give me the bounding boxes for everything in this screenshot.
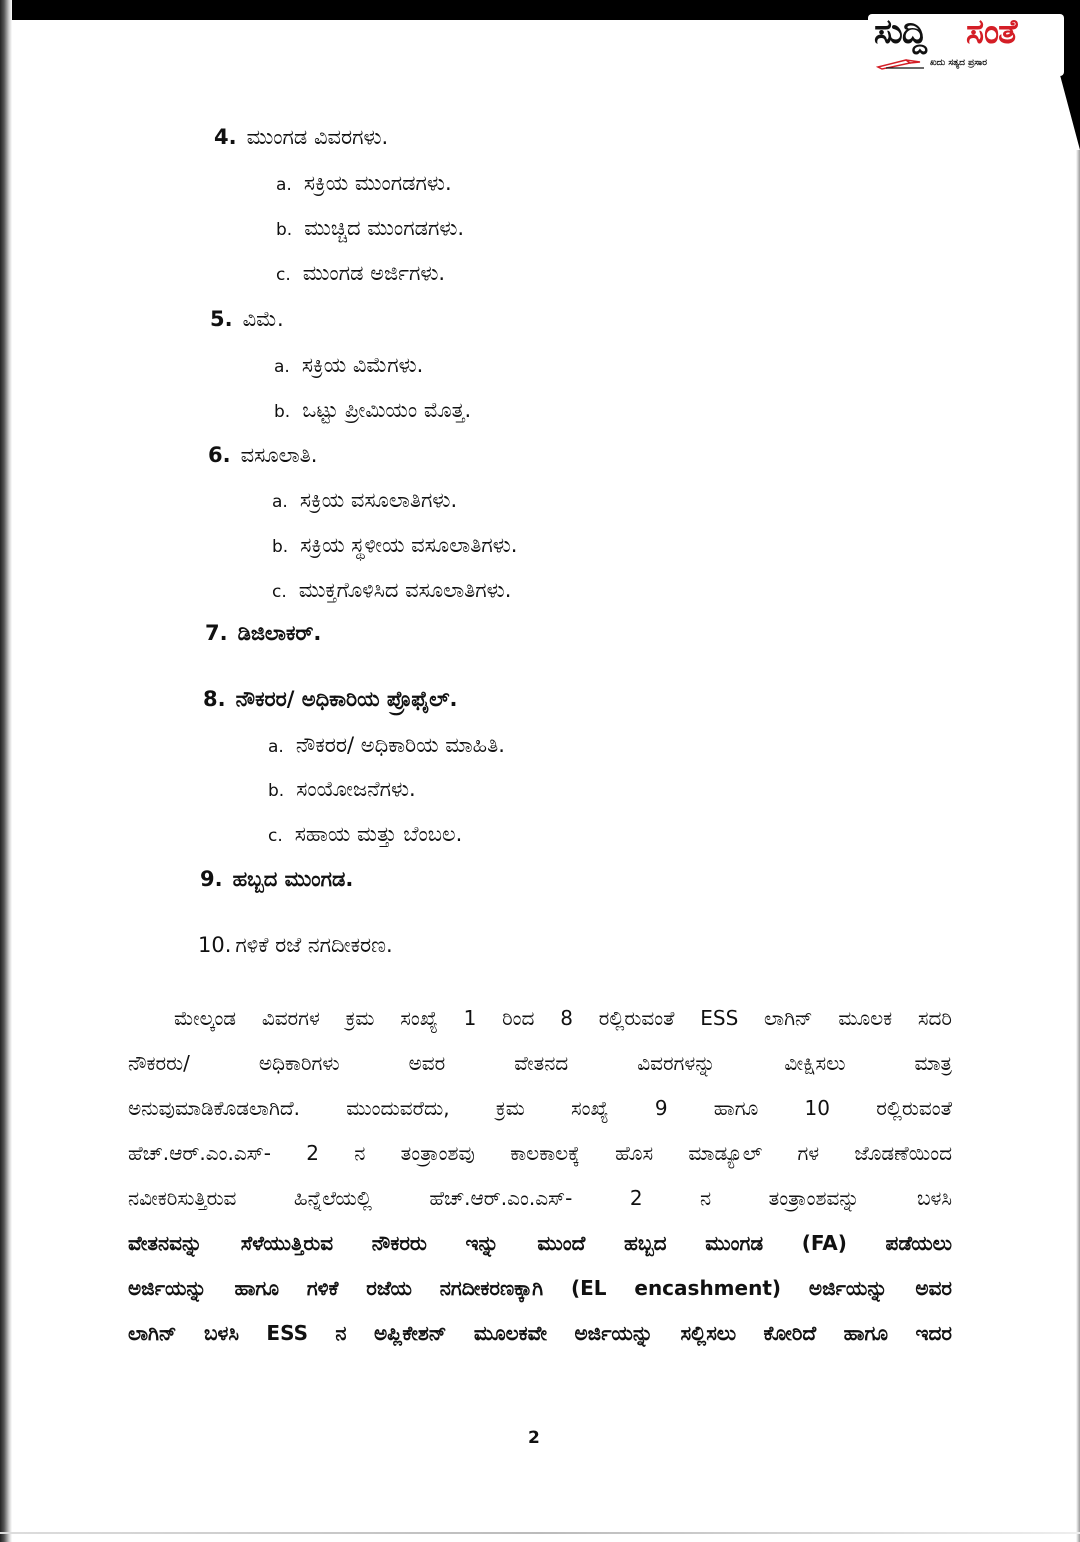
list-item-5	[210, 306, 284, 332]
sub-label: ನೌಕರರ/ ಅಧಿಕಾರಿಯ ಮಾಹಿತಿ.	[295, 733, 505, 757]
list-subitem-4c	[276, 260, 445, 288]
paragraph-line: ನವೀಕರಿಸುತ್ತಿರುವ ಹಿನ್ನೆಲೆಯಲ್ಲಿ ಹೆಚ್.ಆರ್.ಎಂ.ಎಸ್- 2 ನ ತಂತ್ರಾಂಶವನ್ನು ಬಳಸಿ	[128, 1186, 952, 1210]
scan-right-edge	[1076, 150, 1080, 1542]
list-subitem-6c	[272, 577, 511, 605]
sub-label: ಸಂಯೋಜನೆಗಳು.	[296, 777, 416, 801]
list-item-label: ಹಬ್ಬದ ಮುಂಗಡ.	[232, 867, 354, 891]
body-paragraph	[128, 996, 952, 1356]
logo-word-suddi: ಸುದ್ದಿ	[874, 12, 926, 52]
logo-tagline: ಖದು ಸತ್ಯದ ಪ್ರಸಾರ	[930, 58, 987, 68]
sub-letter: c.	[276, 265, 291, 285]
list-item-8	[203, 686, 458, 712]
sub-letter: a.	[274, 357, 290, 377]
sub-label: ಸಕ್ರಿಯ ವಿಮೆಗಳು.	[301, 353, 424, 377]
list-item-9	[200, 866, 353, 892]
paragraph-line: ಮೇಲ್ಕಂಡ ವಿವರಗಳ ಕ್ರಮ ಸಂಖ್ಯೆ 1 ರಿಂದ 8 ರಲ್ಲಿರುವಂತೆ ESS ಲಾಗಿನ್ ಮೂಲಕ ಸದರಿ	[174, 1006, 952, 1030]
sub-letter: a.	[268, 737, 284, 757]
sub-letter: a.	[276, 175, 292, 195]
sub-label: ಮುಚ್ಚಿದ ಮುಂಗಡಗಳು.	[304, 216, 465, 240]
list-number: 7.	[205, 621, 228, 645]
list-subitem-6b	[272, 532, 517, 560]
list-number: 4.	[214, 125, 237, 149]
sub-letter: b.	[272, 537, 289, 557]
logo-word-sante: ಸಂತೆ	[966, 12, 1017, 52]
sub-letter: b.	[276, 220, 293, 240]
list-item-label: ನೌಕರರ/ ಅಧಿಕಾರಿಯ ಪ್ರೊಫೈಲ್.	[235, 687, 458, 711]
list-item-10	[198, 932, 393, 958]
sub-label: ಸಕ್ರಿಯ ವಸೂಲಾತಿಗಳು.	[299, 488, 458, 512]
list-number: 9.	[200, 867, 223, 891]
sub-label: ಸಕ್ರಿಯ ಮುಂಗಡಗಳು.	[303, 171, 452, 195]
sub-letter: c.	[272, 582, 287, 602]
list-item-label: ಡಿಜಿಲಾಕರ್.	[237, 621, 322, 645]
list-item-label: ಗಳಿಕೆ ರಜೆ ನಗದೀಕರಣ.	[235, 933, 393, 957]
sub-label: ಒಟ್ಟು ಪ್ರೀಮಿಯಂ ಮೊತ್ತ.	[302, 398, 472, 422]
list-subitem-5a	[274, 352, 423, 380]
list-subitem-8b	[268, 776, 416, 804]
pen-nib-icon	[876, 56, 926, 70]
sub-letter: b.	[274, 402, 291, 422]
list-number: 8.	[203, 687, 226, 711]
list-item-label: ಮುಂಗಡ ವಿವರಗಳು.	[246, 125, 389, 149]
list-number: 5.	[210, 307, 233, 331]
paragraph-line: ನೌಕರರು/ ಅಧಿಕಾರಿಗಳು ಅವರ ವೇತನದ ವಿವರಗಳನ್ನು ವೀಕ್ಷಿಸಲು ಮಾತ್ರ	[128, 1051, 952, 1075]
list-subitem-8a	[268, 732, 505, 760]
scan-left-edge	[0, 0, 12, 1542]
list-item-6	[208, 442, 317, 468]
paragraph-line: ಲಾಗಿನ್ ಬಳಸಿ ESS ನ ಅಪ್ಲಿಕೇಶನ್ ಮೂಲಕವೇ ಅರ್ಜಿಯನ್ನು ಸಲ್ಲಿಸಲು ಕೋರಿದೆ ಹಾಗೂ ಇದರ	[128, 1321, 952, 1345]
paragraph-line: ಹೆಚ್.ಆರ್.ಎಂ.ಎಸ್- 2 ನ ತಂತ್ರಾಂಶವು ಕಾಲಕಾಲಕ್ಕೆ ಹೊಸ ಮಾಡ್ಯೂಲ್ ಗಳ ಜೊಡಣೆಯಿಂದ	[128, 1141, 952, 1165]
list-item-label: ವಿಮೆ.	[242, 307, 284, 331]
scan-bottom-edge	[0, 1532, 1080, 1534]
paragraph-line: ಅರ್ಜಿಯನ್ನು ಹಾಗೂ ಗಳಿಕೆ ರಜೆಯ ನಗದೀಕರಣಕ್ಕಾಗಿ (EL encashment) ಅರ್ಜಿಯನ್ನು ಅವರ	[128, 1276, 952, 1300]
suddi-sante-logo	[868, 14, 1064, 76]
page-number: 2	[528, 1428, 540, 1448]
list-subitem-4b	[276, 215, 464, 243]
paragraph-line: ವೇತನವನ್ನು ಸೆಳೆಯುತ್ತಿರುವ ನೌಕರರು ಇನ್ನು ಮುಂದೆ ಹಬ್ಬದ ಮುಂಗಡ (FA) ಪಡೆಯಲು	[128, 1231, 952, 1255]
list-item-7	[205, 620, 321, 646]
list-number: 10.	[198, 933, 232, 957]
sub-letter: c.	[268, 826, 283, 846]
list-subitem-4a	[276, 170, 452, 198]
list-subitem-5b	[274, 397, 471, 425]
list-subitem-8c	[268, 821, 462, 849]
list-item-4	[214, 124, 388, 150]
sub-label: ಸಕ್ರಿಯ ಸ್ಥಳೀಯ ವಸೂಲಾತಿಗಳು.	[300, 533, 518, 557]
list-subitem-6a	[272, 487, 457, 515]
list-number: 6.	[208, 443, 231, 467]
list-item-label: ವಸೂಲಾತಿ.	[240, 443, 318, 467]
sub-letter: a.	[272, 492, 288, 512]
sub-label: ಸಹಾಯ ಮತ್ತು ಬೆಂಬಲ.	[294, 822, 463, 846]
sub-label: ಮುಂಗಡ ಅರ್ಜಿಗಳು.	[302, 261, 446, 285]
paragraph-line: ಅನುವುಮಾಡಿಕೊಡಲಾಗಿದೆ. ಮುಂದುವರೆದು, ಕ್ರಮ ಸಂಖ್ಯೆ 9 ಹಾಗೂ 10 ರಲ್ಲಿರುವಂತೆ	[128, 1096, 952, 1120]
sub-label: ಮುಕ್ತಗೊಳಿಸಿದ ವಸೂಲಾತಿಗಳು.	[298, 578, 512, 602]
sub-letter: b.	[268, 781, 285, 801]
